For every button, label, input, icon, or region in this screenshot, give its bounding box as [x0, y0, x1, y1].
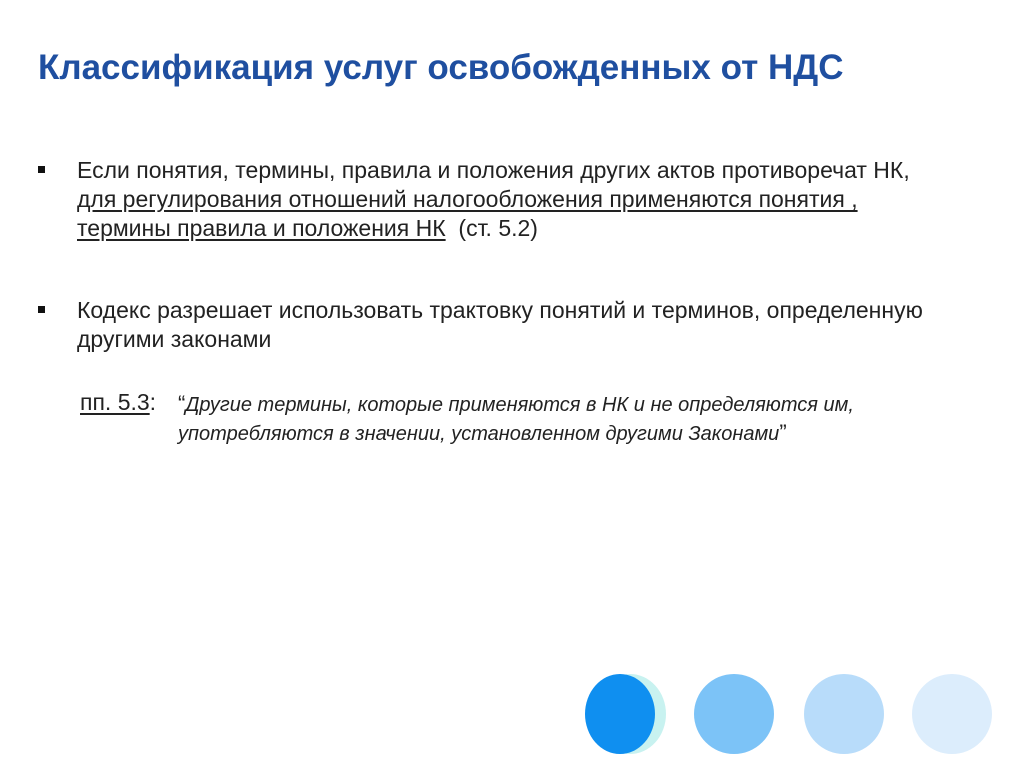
square-bullet-icon — [38, 306, 45, 313]
bullet-1-underlined: для регулирования отношений налогообложения применяются понятия , термины правила и положения НК — [77, 186, 858, 241]
decor-circle-1 — [585, 674, 655, 754]
quote-close-mark: ” — [779, 420, 787, 445]
bullet-text-2: Кодекс разрешает использовать трактовку понятий и терминов, определенную другими законами — [77, 297, 923, 352]
quote-text — [178, 390, 938, 448]
square-bullet-icon — [38, 166, 45, 173]
bullet-1-suffix: (ст. 5.2) — [445, 215, 538, 241]
quote-ref-colon: : — [149, 389, 157, 415]
quote-reference — [80, 388, 156, 417]
decor-circle-4 — [912, 674, 992, 754]
quote-body: Другие термины, которые применяются в НК и не определяются им, употребляются в значении, установленном другими Законами — [178, 394, 854, 445]
decor-circle-3 — [804, 674, 884, 754]
slide-title: Классификация услуг освобожденных от НДС — [38, 48, 844, 87]
decor-circle-2 — [694, 674, 774, 754]
quote-ref-label: пп. 5.3 — [80, 389, 150, 415]
bullet-1-prefix: Если понятия, термины, правила и положения других актов противоречат НК, — [77, 157, 910, 183]
quote-open-mark: “ — [178, 391, 186, 416]
bullet-text-1 — [77, 156, 927, 243]
